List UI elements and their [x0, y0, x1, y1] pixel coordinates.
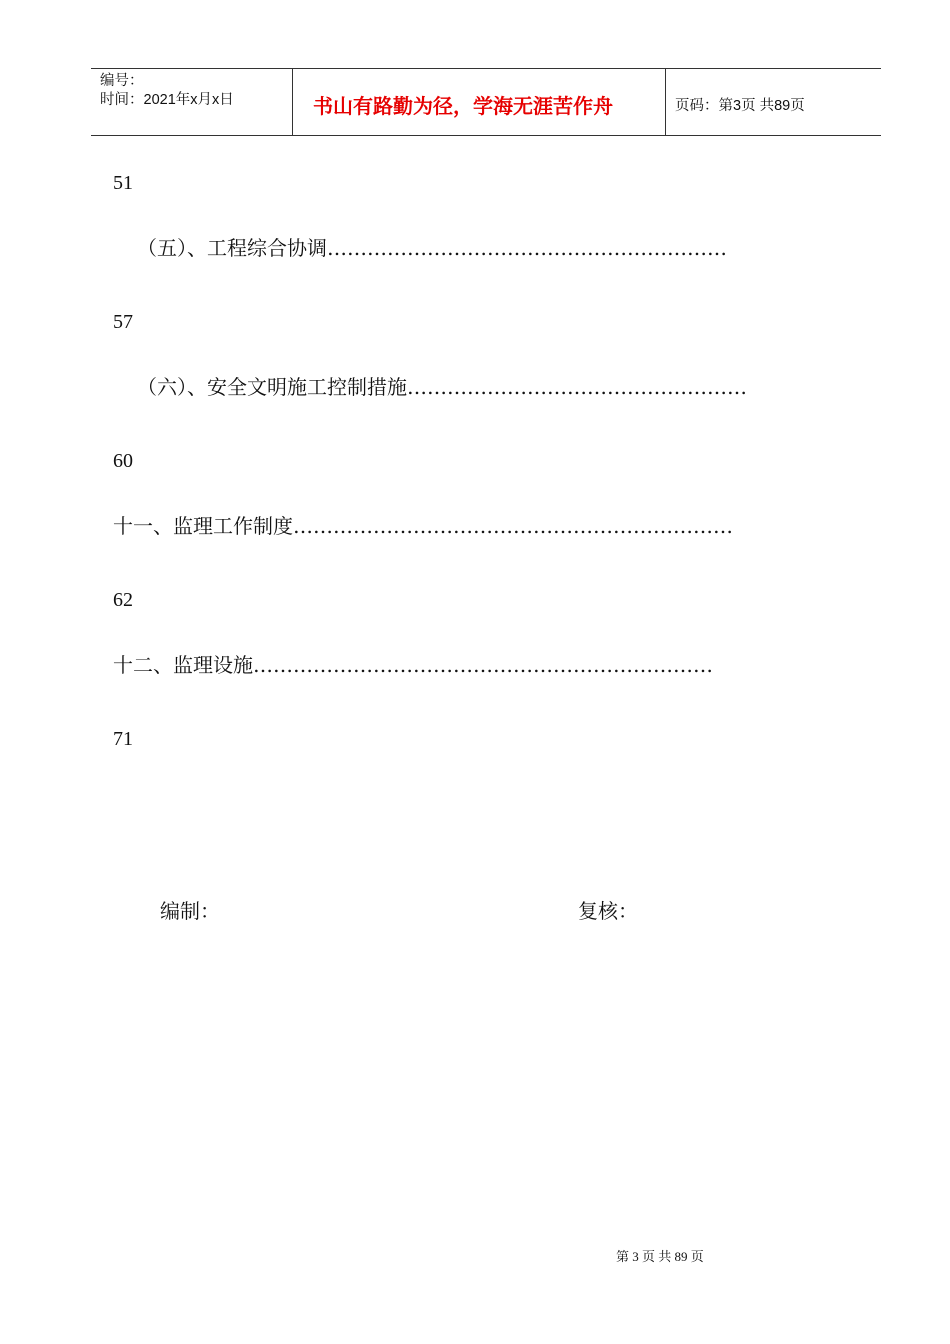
header-motto-cell: [293, 69, 666, 135]
toc-entry-supervision-system: 十一、监理工作制度…………………………………………………………: [113, 514, 733, 538]
prepared-by-label: 编制：: [160, 899, 220, 923]
toc-page-number: 60: [113, 450, 133, 472]
toc-entry-coordination: （五）、工程综合协调……………………………………………………: [137, 236, 727, 260]
document-number-label: 编号：: [100, 73, 144, 89]
toc-page-number: 71: [113, 728, 133, 750]
toc-entry-supervision-facilities: 十二、监理设施……………………………………………………………: [113, 653, 713, 677]
toc-page-number: 57: [113, 311, 133, 333]
document-time-label: 时间：2021年x月x日: [100, 92, 234, 108]
page-footer: 第 3 页 共 89 页: [616, 1249, 704, 1264]
toc-page-number: 62: [113, 589, 133, 611]
header-page-cell: [666, 69, 881, 135]
toc-page-number: 51: [113, 172, 133, 194]
page-header: [91, 68, 881, 136]
reviewed-by-label: 复核：: [578, 899, 638, 923]
header-motto: 书山有路勤为径，学海无涯苦作舟: [313, 94, 613, 118]
header-meta-cell: [91, 69, 293, 135]
header-page-info: 页码：第3页 共89页: [675, 98, 805, 114]
toc-entry-safety: （六）、安全文明施工控制措施……………………………………………: [137, 375, 747, 399]
